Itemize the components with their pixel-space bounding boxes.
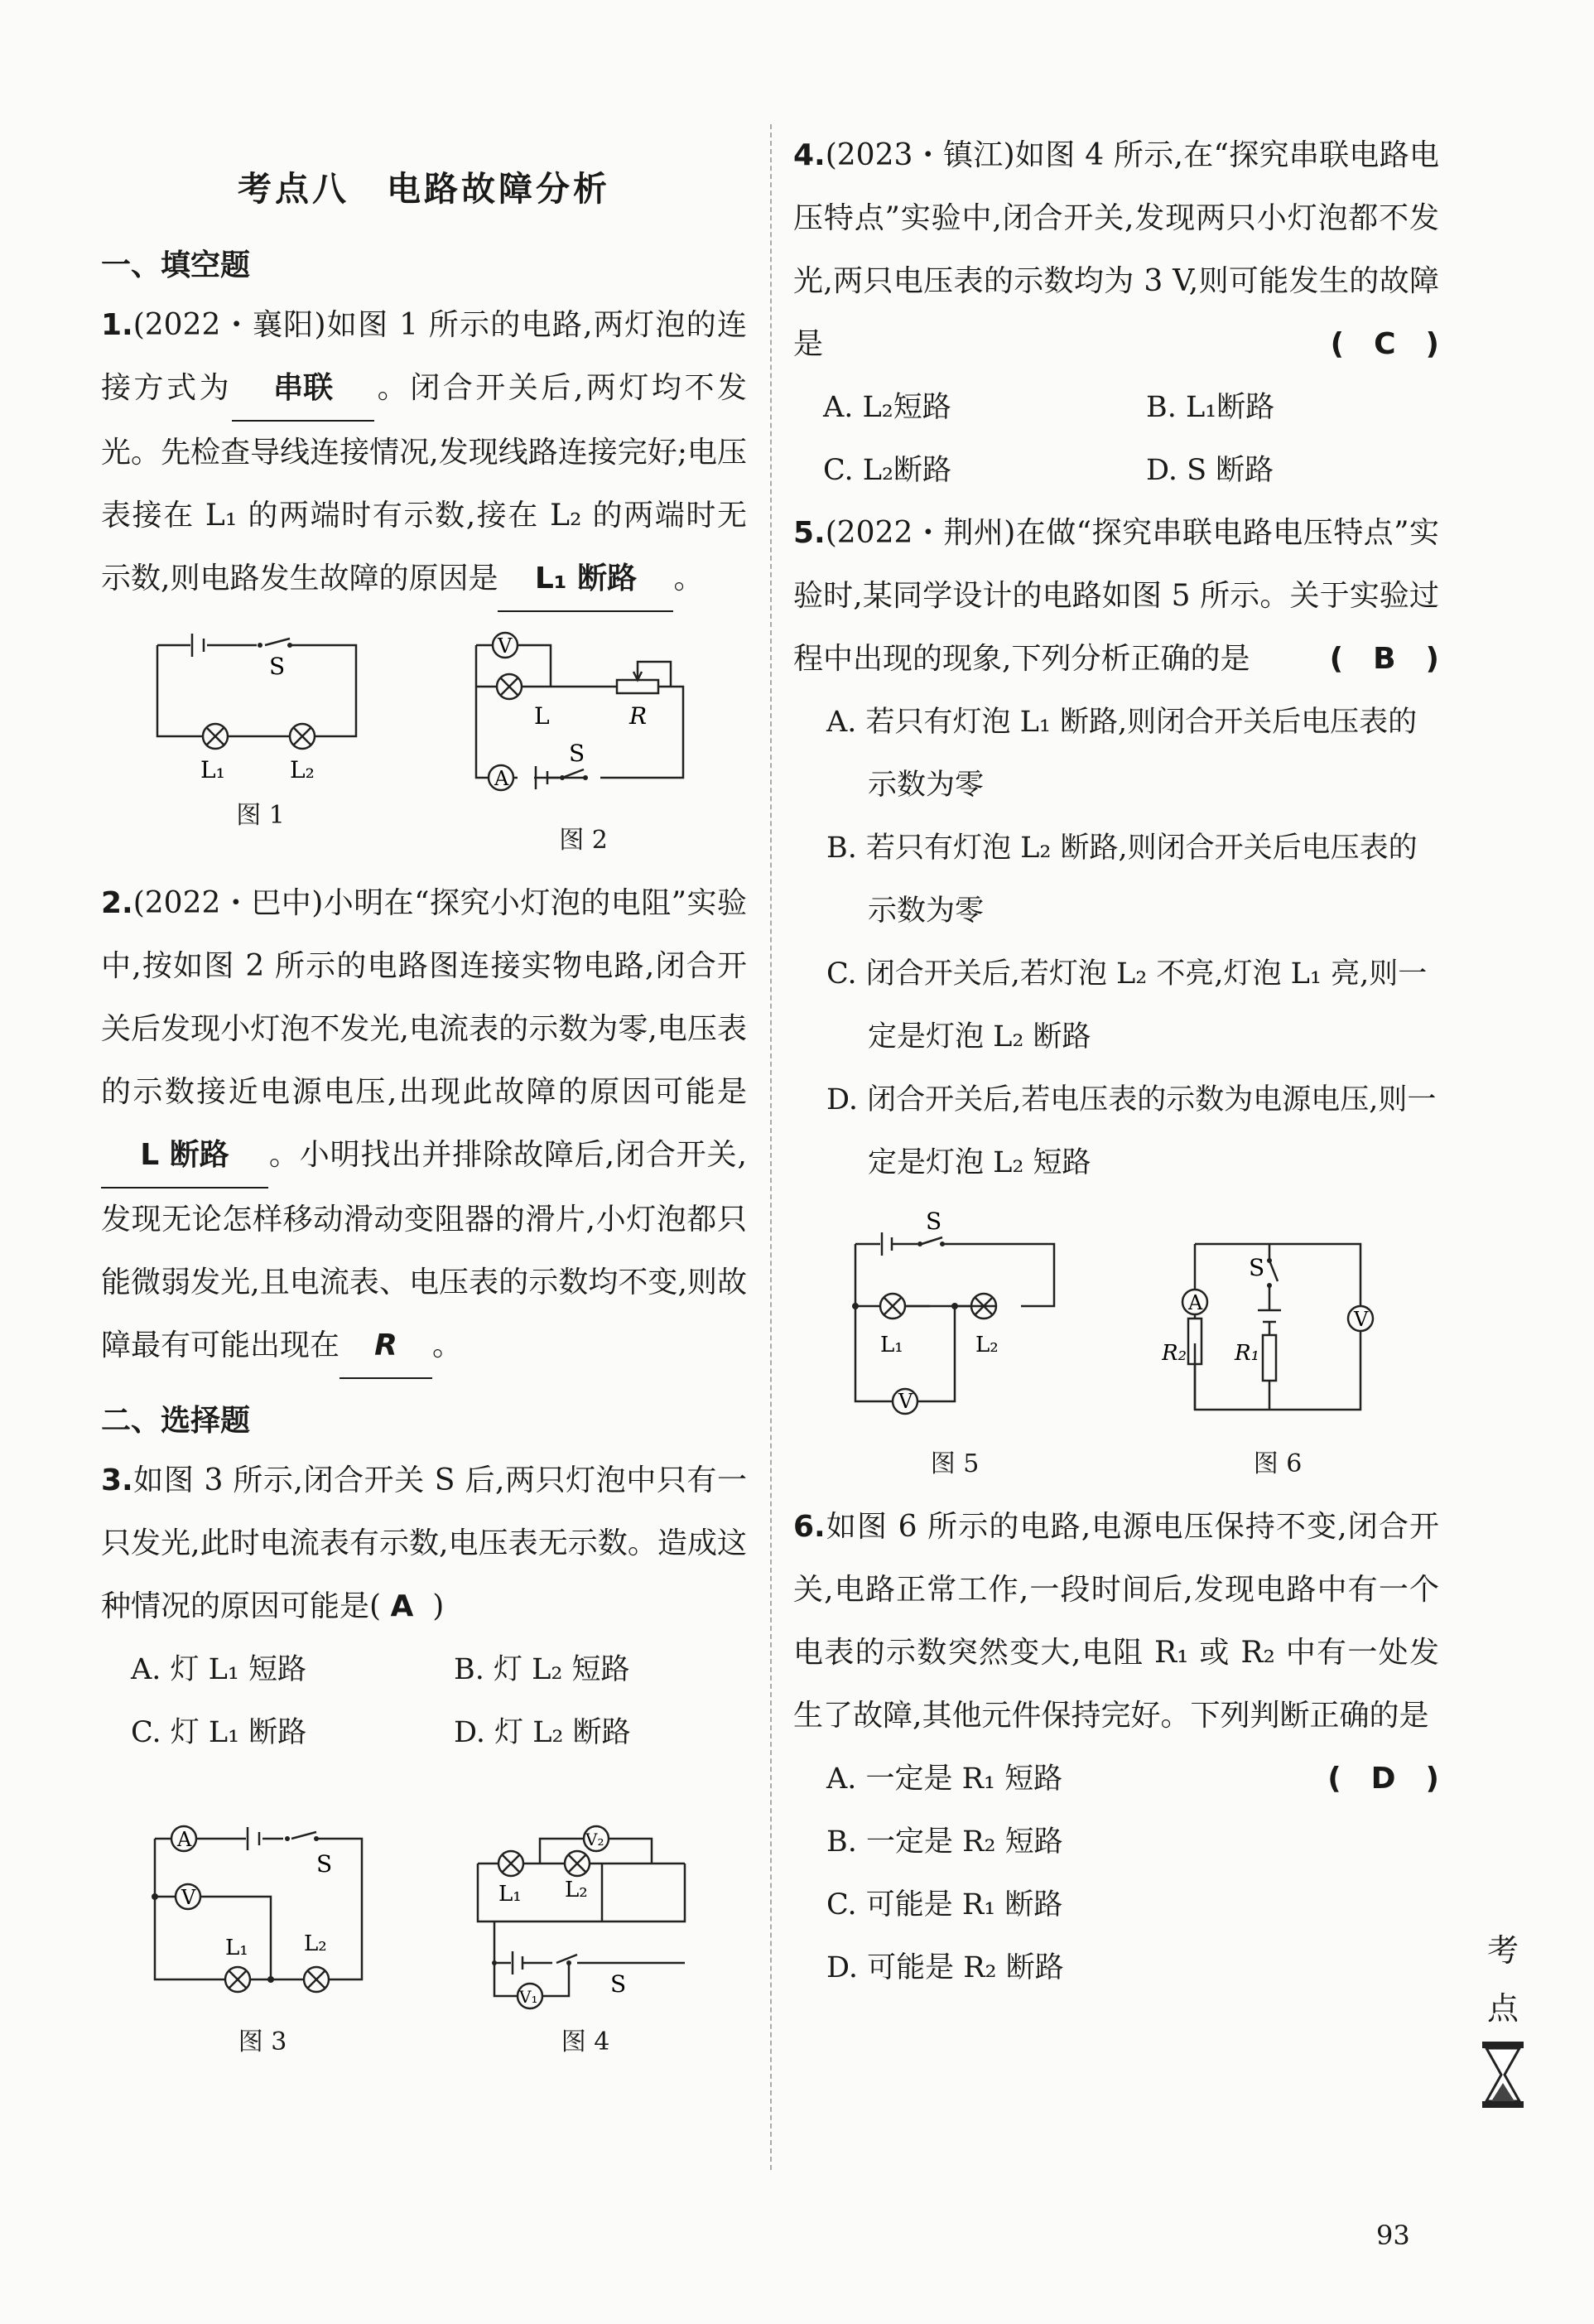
- question-text: 。: [673, 562, 704, 595]
- page-number: 93: [1376, 2220, 1410, 2251]
- circuit-diagram-4: [461, 1814, 710, 2021]
- option-b: B. L₁断路: [1146, 391, 1275, 424]
- option-d: D. 灯 L₂ 断路: [454, 1716, 631, 1749]
- right-column: [793, 124, 1439, 1999]
- option-a: A. L₂短路: [823, 391, 951, 424]
- figure-row-1-2: [101, 629, 747, 856]
- option-a: A. 若只有灯泡 L₁ 断路,则闭合开关后电压表的示数为零: [826, 706, 1418, 802]
- question-3-options: [101, 1638, 747, 1764]
- voltmeter-label: V: [497, 634, 512, 658]
- page-title: 考点八 电路故障分析: [238, 169, 610, 209]
- question-text: 小明在“探究小灯泡的电阻”实验中,按如图 2 所示的电路图连接实物电路,闭合开关后发现小灯泡不发光,电流表的示数为零,电压表的示数接近电源电压,出现此故障的原因可能是: [101, 886, 747, 1109]
- question-number: 5.: [793, 516, 826, 550]
- circuit-diagram-6: [1162, 1211, 1394, 1443]
- figure-3: [138, 1814, 387, 2057]
- resistor-label: R₁: [1235, 1341, 1259, 1366]
- figure-caption: 图 5: [930, 1449, 980, 1478]
- question-text: 如图 6 所示的电路,电源电压保持不变,闭合开关,电路正常工作,一段时间后,发现电路中有一个电表的示数突然变大,电阻 R₁ 或 R₂ 中有一处发生了故障,其他元件保持完好。下列判断正确的是: [793, 1510, 1439, 1733]
- figure-6: [1162, 1211, 1394, 1479]
- ammeter-label: A: [177, 1828, 192, 1851]
- answer-blank: L₁ 断路: [498, 547, 673, 612]
- circuit-diagram-1: [141, 629, 381, 794]
- switch-label: S: [568, 740, 585, 767]
- option-b: B. 灯 L₂ 短路: [454, 1653, 630, 1686]
- voltmeter-label: V: [181, 1886, 196, 1909]
- option-c: C. 灯 L₁ 断路: [131, 1716, 307, 1749]
- question-5-options: [793, 691, 1439, 1194]
- question-number: 1.: [101, 308, 133, 342]
- figure-caption: 图 1: [236, 801, 285, 830]
- question-source: (2022・荆州): [825, 516, 1016, 550]
- voltmeter-label: V: [1354, 1308, 1369, 1331]
- option-c: C. 闭合开关后,若灯泡 L₂ 不亮,灯泡 L₁ 亮,则一定是灯泡 L₂ 断路: [826, 957, 1428, 1054]
- lamp-label: L₁: [880, 1333, 903, 1357]
- ammeter-label: A: [1188, 1291, 1203, 1314]
- lamp-label: L₂: [304, 1931, 327, 1956]
- question-4: [793, 124, 1439, 376]
- question-source: (2023・镇江): [825, 138, 1015, 172]
- figure-row-3-4: [101, 1814, 747, 2057]
- option-d: D. 闭合开关后,若电压表的示数为电源电压,则一定是灯泡 L₂ 短路: [826, 1083, 1437, 1179]
- left-column: [101, 124, 747, 2066]
- question-text: 在做“探究串联电路电压特点”实验时,某同学设计的电路如图 5 所示。关于实验过程中出现的现象,下列分析正确的是: [793, 516, 1439, 676]
- voltmeter-label: V₂: [585, 1830, 604, 1849]
- lamp-label: L₂: [565, 1878, 588, 1902]
- side-tab-char: 点: [1486, 1990, 1519, 2027]
- lamp-label: L: [533, 702, 550, 730]
- figure-caption: 图 4: [561, 2027, 610, 2056]
- answer-choice: ( D ): [1327, 1762, 1439, 1796]
- question-text: 如图 1 所示的电路,两灯泡的连接方式为: [101, 308, 747, 405]
- figure-2: [460, 629, 708, 856]
- switch-label: S: [926, 1211, 942, 1235]
- figure-caption: 图 2: [559, 826, 608, 855]
- question-text: 如图 3 所示,闭合开关 S 后,两只灯泡中只有一只发光,此时电流表有示数,电压表无示数。造成这种情况的原因可能是(: [101, 1463, 747, 1623]
- answer-choice: ( C ): [1330, 327, 1439, 361]
- figure-4: [461, 1814, 710, 2057]
- question-2: [101, 872, 747, 1379]
- option-a: A. 一定是 R₁ 短路: [826, 1762, 1063, 1796]
- question-4-options: [793, 376, 1439, 502]
- answer-choice: ( B ): [1329, 642, 1439, 676]
- answer-blank: 串联: [232, 357, 374, 422]
- figure-5: [839, 1211, 1071, 1479]
- question-text: 。闭合开关后,两灯均不发光。先检查导线连接情况,发现线路连接完好;电压表接在 L₁ 的两端时有示数,接在 L₂ 的两端时无示数,则电路发生故障的原因是: [101, 371, 747, 595]
- lamp-label: L₁: [225, 1936, 248, 1960]
- question-text: 如图 4 所示,在“探究串联电路电压特点”实验中,闭合开关,发现两只小灯泡都不发光,两只电压表的示数均为 3 V,则可能发生的故障是: [793, 138, 1439, 361]
- question-text: 。: [432, 1328, 463, 1362]
- circuit-diagram-2: [460, 629, 708, 819]
- side-tab-kaodian: [1474, 1921, 1532, 2130]
- lamp-label: L₁: [498, 1882, 522, 1907]
- switch-label: S: [316, 1850, 333, 1878]
- question-5: [793, 502, 1439, 691]
- section-fill-heading: 一、填空题: [101, 248, 251, 282]
- option-b: B. 若只有灯泡 L₂ 断路,则闭合开关后电压表的示数为零: [826, 832, 1418, 928]
- lamp-label: L₁: [200, 756, 225, 784]
- question-3: [101, 1449, 747, 1638]
- voltmeter-label: V₁: [519, 1987, 538, 2007]
- question-1: [101, 294, 747, 612]
- resistor-label: R: [628, 702, 647, 730]
- column-divider: [770, 124, 772, 2170]
- switch-label: S: [268, 653, 285, 680]
- figure-caption: 图 6: [1253, 1449, 1303, 1478]
- figure-row-5-6: [793, 1211, 1439, 1479]
- question-number: 4.: [793, 138, 826, 172]
- option-d: D. S 断路: [1146, 454, 1274, 487]
- circuit-diagram-5: [839, 1211, 1071, 1443]
- circuit-diagram-3: [138, 1814, 387, 2021]
- figure-1: [141, 629, 381, 831]
- side-tab-char: 考: [1486, 1932, 1519, 1969]
- lamp-label: L₂: [975, 1333, 999, 1357]
- question-text: 。小明找出并排除故障后,闭合开关,发现无论怎样移动滑动变阻器的滑片,小灯泡都只能微弱发光,且电流表、电压表的示数均不变,则故障最有可能出现在: [101, 1138, 747, 1362]
- resistor-label: R₂: [1162, 1341, 1187, 1366]
- switch-label: S: [1249, 1254, 1265, 1281]
- switch-label: S: [610, 1970, 627, 1998]
- question-number: 6.: [793, 1510, 826, 1544]
- section-choice-heading: 二、选择题: [101, 1404, 251, 1438]
- voltmeter-label: V: [898, 1390, 913, 1413]
- hourglass-icon: [1478, 2037, 1528, 2112]
- answer-choice: A: [390, 1589, 414, 1623]
- answer-paren-close: ): [432, 1589, 445, 1623]
- question-number: 3.: [101, 1463, 133, 1497]
- figure-caption: 图 3: [238, 2027, 287, 2056]
- lamp-label: L₂: [289, 756, 315, 784]
- ammeter-label: A: [494, 767, 508, 790]
- option-c: C. L₂断路: [823, 454, 952, 487]
- option-d: D. 可能是 R₂ 断路: [826, 1951, 1064, 1984]
- question-source: (2022・巴中): [132, 886, 324, 920]
- answer-blank: L 断路: [101, 1124, 268, 1189]
- option-b: B. 一定是 R₂ 短路: [826, 1825, 1063, 1859]
- option-a: A. 灯 L₁ 短路: [131, 1653, 307, 1686]
- question-source: (2022・襄阳): [132, 308, 326, 342]
- option-c: C. 可能是 R₁ 断路: [826, 1888, 1063, 1921]
- question-number: 2.: [101, 886, 133, 920]
- answer-blank: R: [340, 1314, 432, 1379]
